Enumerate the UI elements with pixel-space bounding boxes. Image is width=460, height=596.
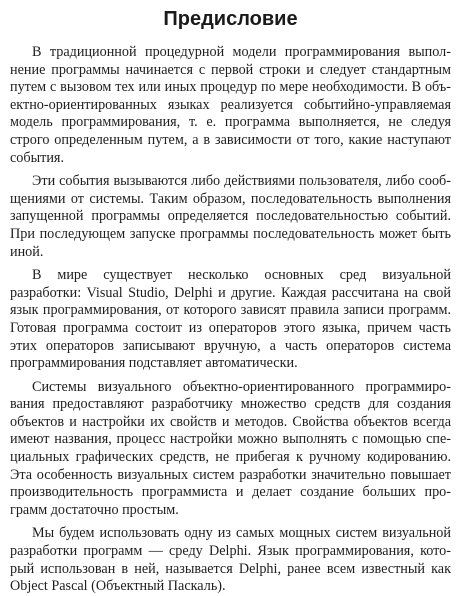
page-title: Предисловие [163,8,298,30]
paragraph-5: Мы будем использовать одну из самых мощных систем визуальной разработки программ — среду Delphi. Язык программирования, который использован в ней, называется Delphi, ранее всем известный как Object Pascal (Объектный Паскаль). [10,525,451,595]
paragraph-2: Эти события вызываются либо действиями пользователя, либо сообщениями от системы. Таким образом, последовательность выполнения запущенной программы определяется последовательностью событий. При последующем запуске программы последовательность может быть иной. [10,173,451,260]
paragraph-1: В традиционной процедурной модели программирования выполнение программы начинается с первой строки и следует стандартным путем с вызовом тех или иных процедур по мере необходимости. В объектно-ориентированных языках реализуется событийно-управляемая модель программирования, т. е. программа выполняется, не следуя строго определенным путем, а в зависимости от того, какие наступают события. [10,44,451,166]
paragraph-4: Системы визуального объектно-ориентированного программирования предоставляют разработчику множество средств для создания объектов и настройки их свойств и методов. Свойства объектов всегда имеют названия, процесс настройки можно выполнять с помощью специальных графических средств, не прибегая к ручному кодированию. Эта особенность визуальных систем разработки значительно повышает производительность программиста и делает создание больших программ достаточно простым. [10,378,451,518]
paragraph-3: В мире существует несколько основных сред визуальной разработки: Visual Studio, Delphi и другие. Каждая рассчитана на свой язык программирования, от которого зависят правила записи программ. Готовая программа состоит из операторов этого языка, причем часть этих операторов записывают вручную, а часть операторов система программирования подставляет автоматически. [10,267,451,372]
